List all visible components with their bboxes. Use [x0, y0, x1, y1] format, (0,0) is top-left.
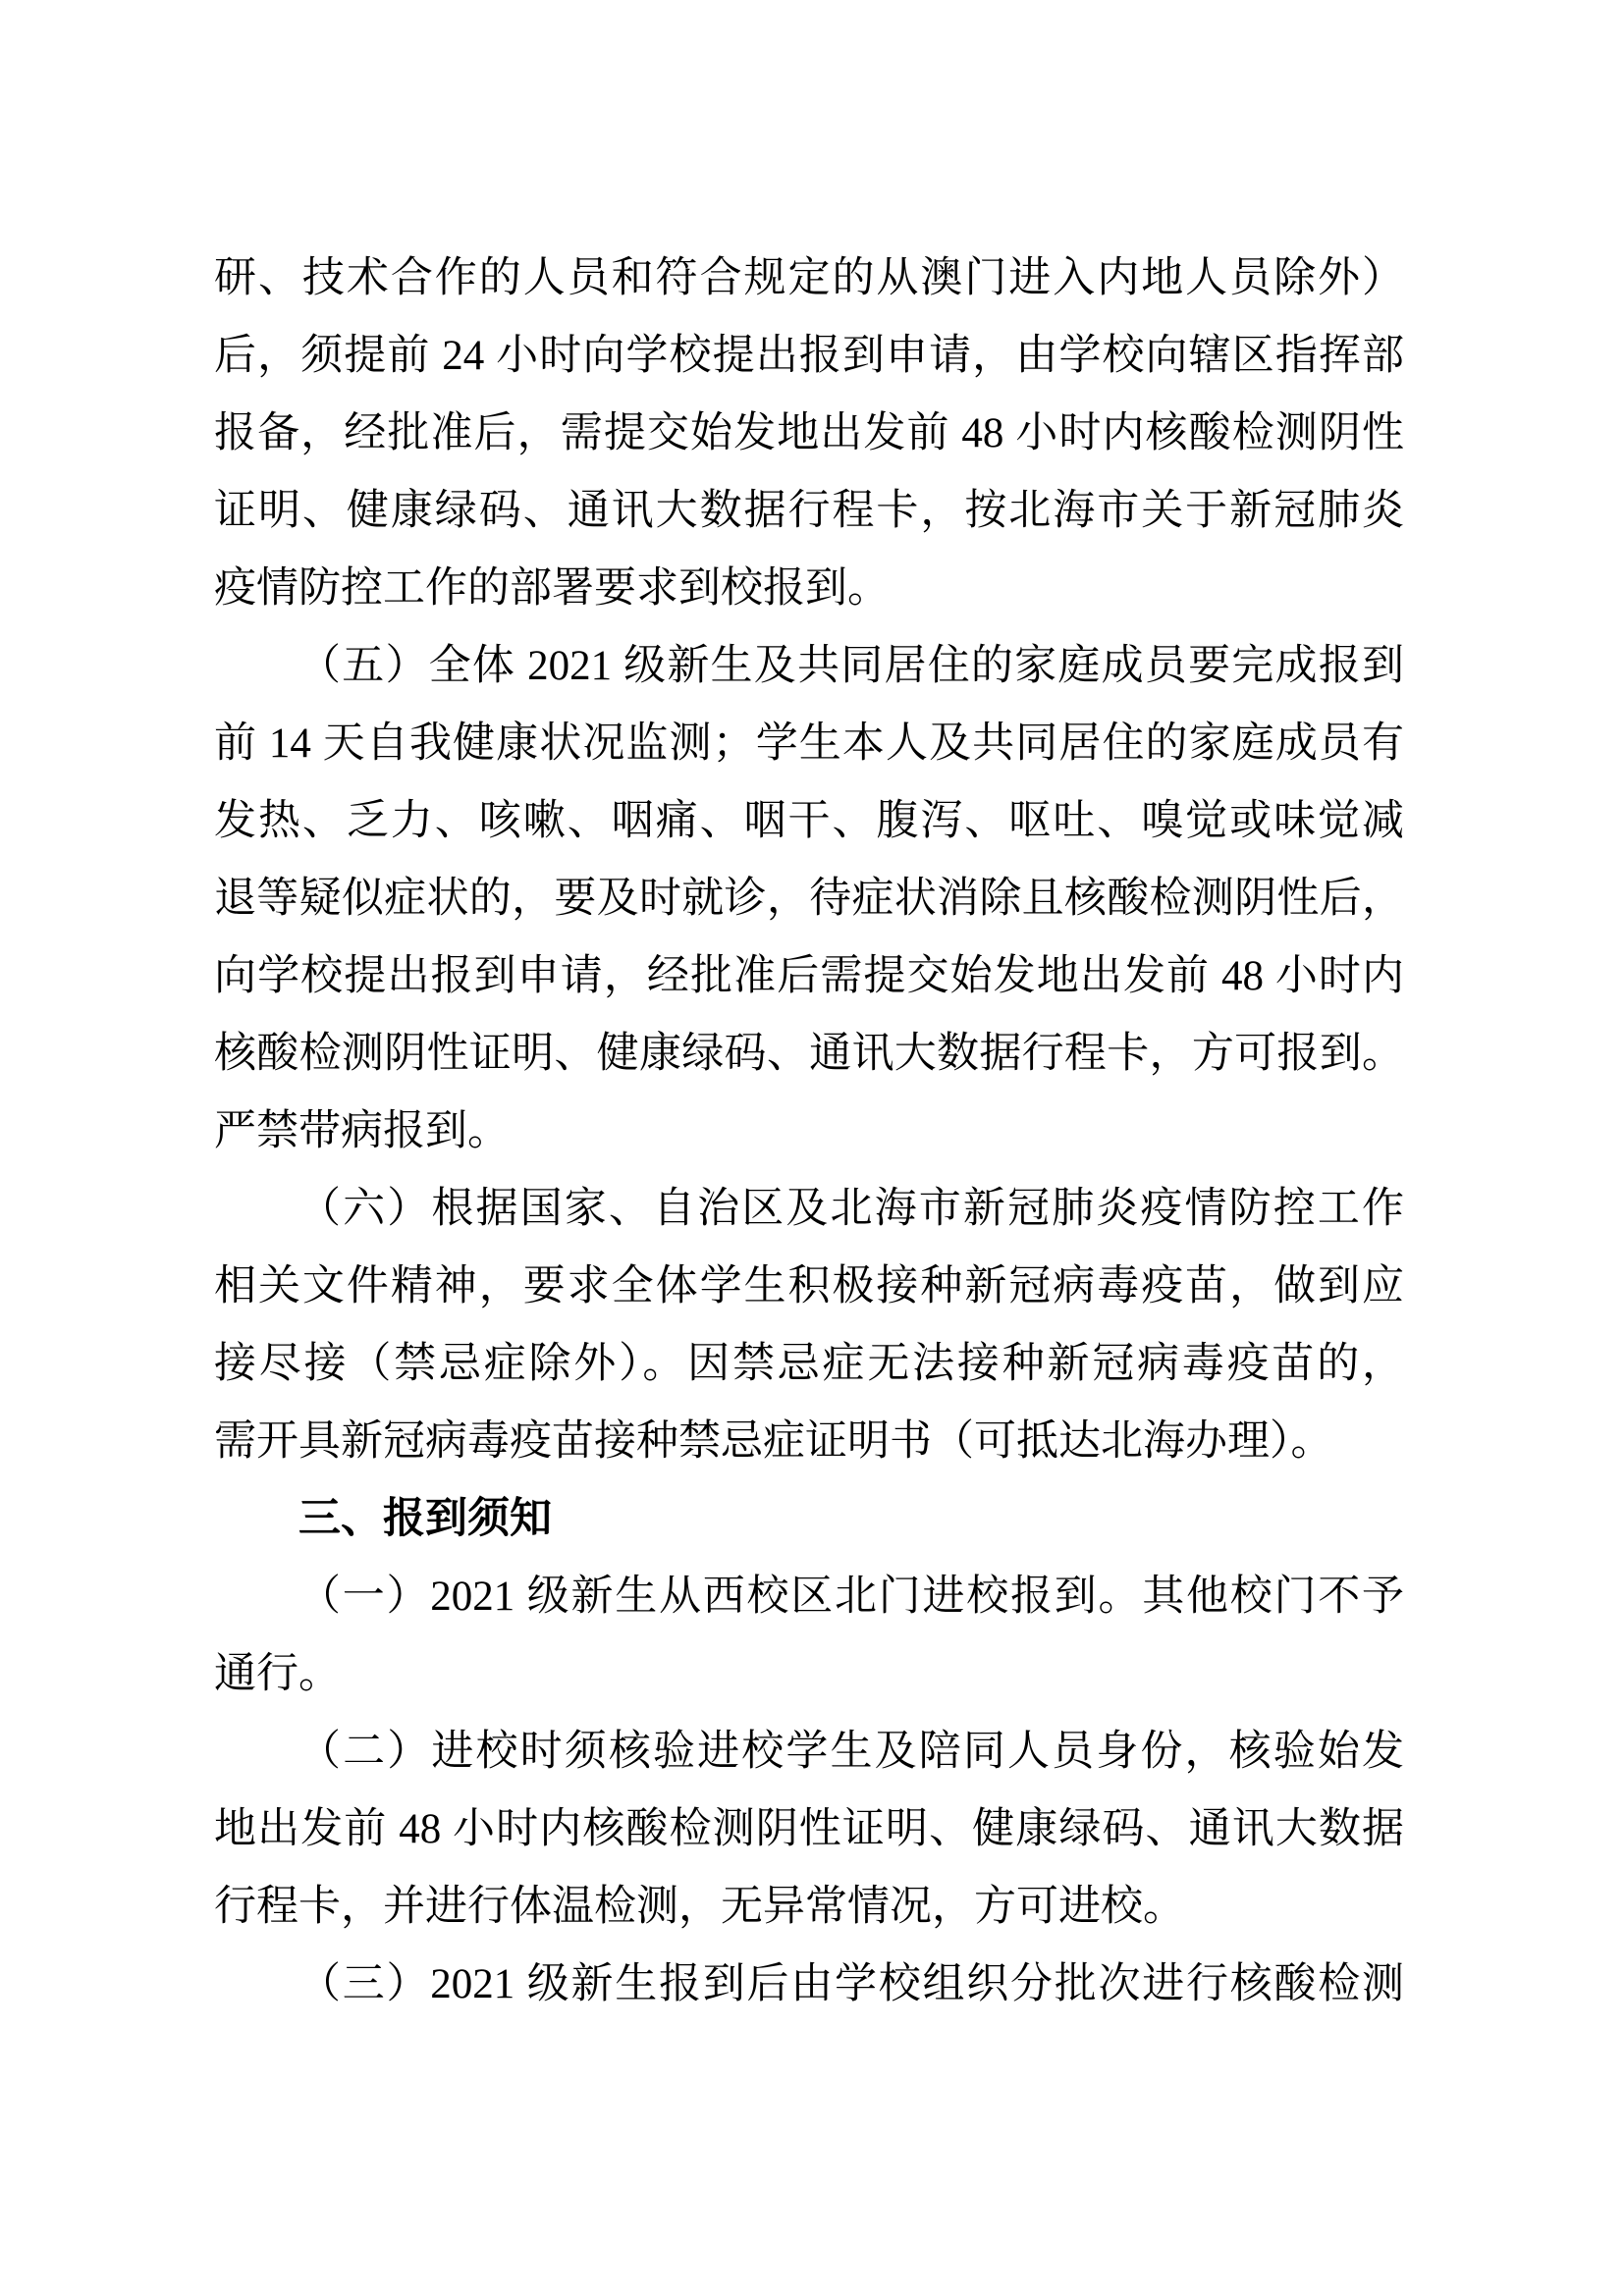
paragraph — [214, 1558, 1404, 1713]
paragraph — [214, 240, 1404, 627]
paragraph — [214, 1170, 1404, 1480]
text-line: 报备，经批准后，需提交始发地出发前 48 小时内核酸检测阴性 — [214, 410, 1404, 456]
text-line: 需开具新冠病毒疫苗接种禁忌症证明书（可抵达北海办理）。 — [214, 1418, 1333, 1465]
text-line: 研、技术合作的人员和符合规定的从澳门进入内地人员除外） — [214, 255, 1404, 301]
text-line: 行程卡，并进行体温检测，无异常情况，方可进校。 — [214, 1884, 1185, 1930]
text-line: 前 14 天自我健康状况监测；学生本人及共同居住的家庭成员有 — [214, 721, 1404, 767]
text-line: （五）全体 2021 级新生及共同居住的家庭成员要完成报到 — [298, 643, 1404, 689]
text-line: （二）进校时须核验进校学生及陪同人员身份，核验始发 — [298, 1729, 1404, 1775]
text-line: 发热、乏力、咳嗽、咽痛、咽干、腹泻、呕吐、嗅觉或味觉减 — [214, 798, 1404, 844]
text-line: 后，须提前 24 小时向学校提出报到申请，由学校向辖区指挥部 — [214, 333, 1404, 379]
section-heading: 三、报到须知 — [298, 1495, 552, 1542]
paragraph — [214, 1946, 1404, 2023]
text-line: （六）根据国家、自治区及北海市新冠肺炎疫情防控工作 — [298, 1186, 1404, 1232]
text-line: 接尽接（禁忌症除外）。因禁忌症无法接种新冠病毒疫苗的， — [214, 1341, 1404, 1387]
paragraph — [214, 1713, 1404, 1946]
section — [214, 1480, 1404, 1558]
paragraph — [214, 627, 1404, 1170]
text-line: （一）2021 级新生从西校区北门进校报到。其他校门不予 — [298, 1574, 1404, 1620]
text-line: 相关文件精神，要求全体学生积极接种新冠病毒疫苗，做到应 — [214, 1263, 1404, 1309]
text-line: 地出发前 48 小时内核酸检测阴性证明、健康绿码、通讯大数据 — [214, 1806, 1404, 1852]
text-line: 严禁带病报到。 — [214, 1108, 510, 1154]
text-line: 向学校提出报到申请，经批准后需提交始发地出发前 48 小时内 — [214, 953, 1404, 999]
text-line: 疫情防控工作的部署要求到校报到。 — [214, 565, 890, 612]
text-line: 核酸检测阴性证明、健康绿码、通讯大数据行程卡，方可报到。 — [214, 1031, 1404, 1077]
document-text-block — [214, 240, 1404, 2023]
text-line: 退等疑似症状的，要及时就诊，待症状消除且核酸检测阴性后， — [214, 876, 1404, 922]
text-line: 证明、健康绿码、通讯大数据行程卡，按北海市关于新冠肺炎 — [214, 488, 1404, 534]
text-line: （三）2021 级新生报到后由学校组织分批次进行核酸检测 — [298, 1961, 1404, 2007]
text-line: 通行。 — [214, 1651, 341, 1697]
